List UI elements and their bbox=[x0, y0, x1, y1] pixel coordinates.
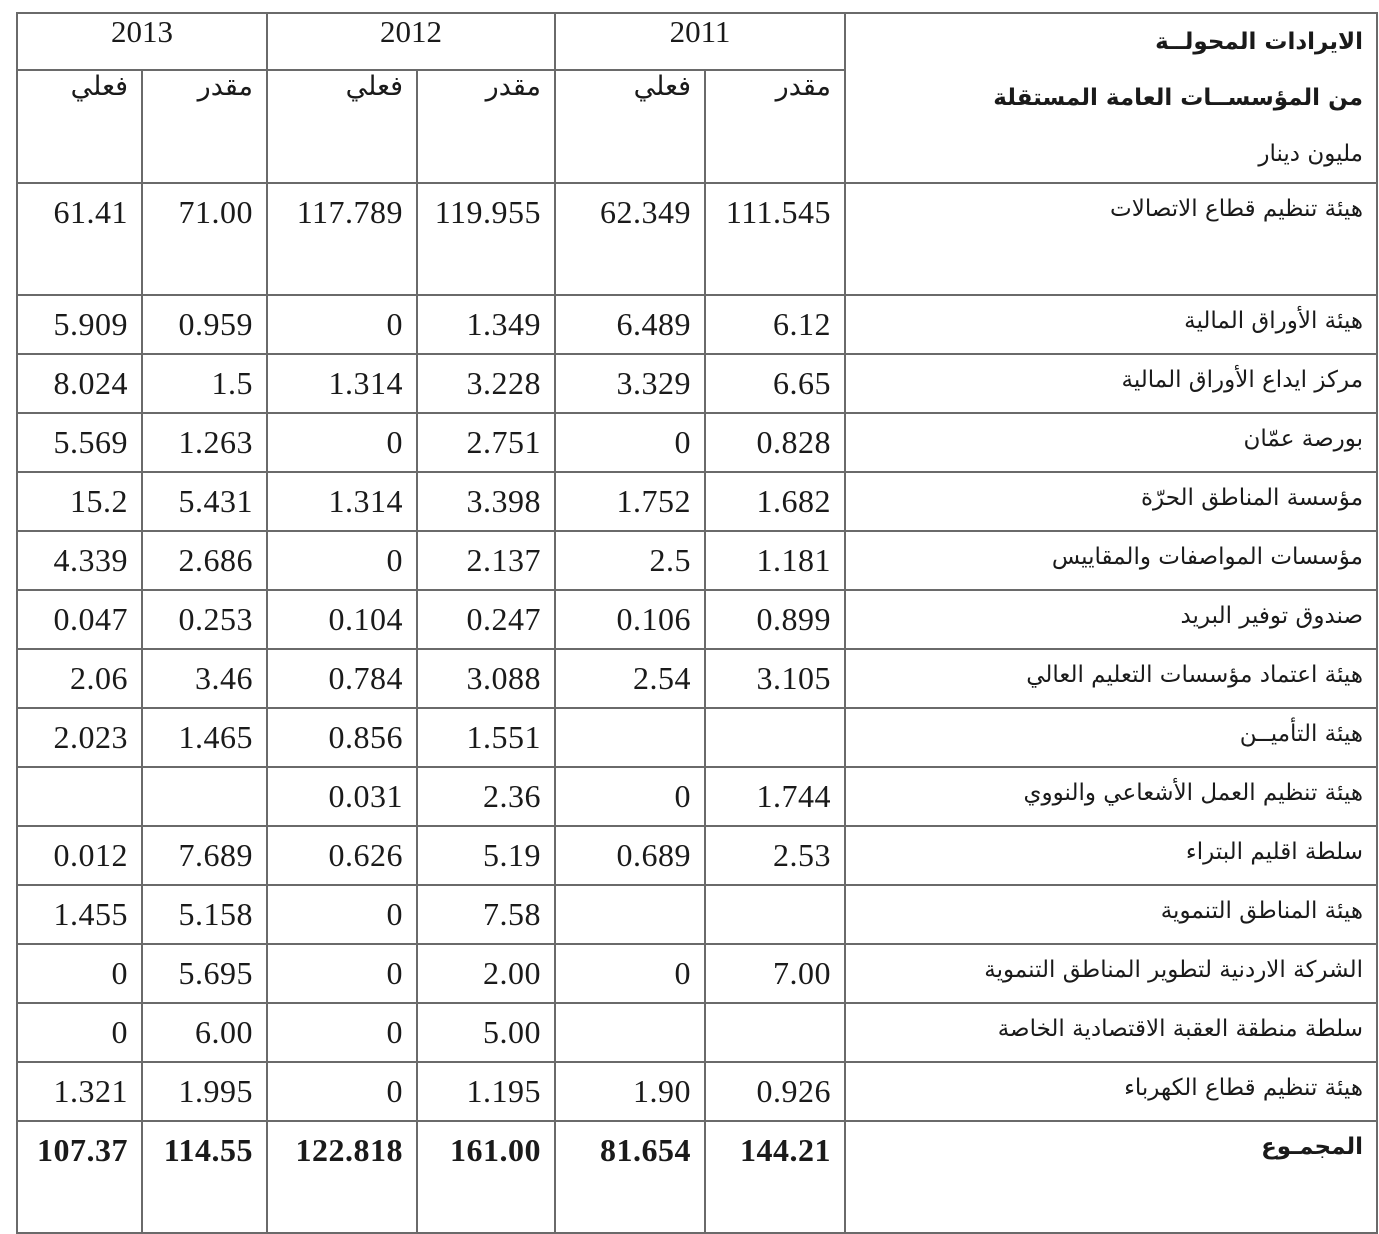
value-cell-2013-actual: 2.023 bbox=[17, 708, 142, 767]
value-cell-2013-estimated: 7.689 bbox=[142, 826, 267, 885]
value-cell-2011-estimated bbox=[705, 1003, 845, 1062]
table-row bbox=[17, 354, 1377, 413]
value-cell-2012-actual: 0.626 bbox=[267, 826, 417, 885]
value-cell-2011-actual: 0 bbox=[555, 767, 705, 826]
header-subtitle: من المؤسســات العامة المستقلة bbox=[993, 85, 1364, 111]
table-row bbox=[17, 531, 1377, 590]
value-cell-2012-estimated: 5.19 bbox=[417, 826, 555, 885]
value-cell-2011-estimated: 1.181 bbox=[705, 531, 845, 590]
value-cell-2013-actual: 4.339 bbox=[17, 531, 142, 590]
value-cell-2012-estimated: 3.088 bbox=[417, 649, 555, 708]
value-cell-2011-actual: 62.349 bbox=[555, 183, 705, 295]
value-cell-2011-actual: 2.54 bbox=[555, 649, 705, 708]
value-cell-2011-actual: 0.689 bbox=[555, 826, 705, 885]
value-cell-2011-actual: 1.90 bbox=[555, 1062, 705, 1121]
institution-name: هيئة تنظيم قطاع الاتصالات bbox=[845, 183, 1377, 295]
year-2011-header: 2011 bbox=[555, 13, 845, 70]
value-cell-2012-actual: 0 bbox=[267, 295, 417, 354]
value-cell-2013-actual: 0 bbox=[17, 1003, 142, 1062]
value-cell-2012-estimated: 1.195 bbox=[417, 1062, 555, 1121]
subheader-2012-actual: فعلي bbox=[267, 70, 417, 183]
value-cell-2011-estimated: 2.53 bbox=[705, 826, 845, 885]
value-cell-2012-actual: 0 bbox=[267, 885, 417, 944]
institution-name: صندوق توفير البريد bbox=[845, 590, 1377, 649]
value-cell-2013-estimated: 1.5 bbox=[142, 354, 267, 413]
total-label: المجمـوع bbox=[845, 1121, 1377, 1233]
value-cell-2011-estimated: 6.12 bbox=[705, 295, 845, 354]
value-cell-2013-estimated: 114.55 bbox=[142, 1121, 267, 1233]
table-row bbox=[17, 885, 1377, 944]
value-cell-2012-estimated: 2.137 bbox=[417, 531, 555, 590]
year-header-row bbox=[17, 13, 1377, 70]
value-cell-2013-actual: 0 bbox=[17, 944, 142, 1003]
value-cell-2012-estimated: 2.00 bbox=[417, 944, 555, 1003]
value-cell-2012-actual: 122.818 bbox=[267, 1121, 417, 1233]
institution-name: هيئة تنظيم العمل الأشعاعي والنووي bbox=[845, 767, 1377, 826]
subheader-2011-estimated: مقدر bbox=[705, 70, 845, 183]
value-cell-2012-estimated: 1.349 bbox=[417, 295, 555, 354]
institution-name: الشركة الاردنية لتطوير المناطق التنموية bbox=[845, 944, 1377, 1003]
table-row bbox=[17, 183, 1377, 295]
value-cell-2013-estimated: 6.00 bbox=[142, 1003, 267, 1062]
total-row bbox=[17, 1121, 1377, 1233]
value-cell-2013-estimated: 1.263 bbox=[142, 413, 267, 472]
value-cell-2013-actual: 0.047 bbox=[17, 590, 142, 649]
institution-name: هيئة التأميــن bbox=[845, 708, 1377, 767]
value-cell-2013-actual: 5.569 bbox=[17, 413, 142, 472]
table-row bbox=[17, 1003, 1377, 1062]
institution-name: سلطة اقليم البتراء bbox=[845, 826, 1377, 885]
value-cell-2012-actual: 1.314 bbox=[267, 472, 417, 531]
subheader-2013-estimated: مقدر bbox=[142, 70, 267, 183]
subheader-2012-estimated: مقدر bbox=[417, 70, 555, 183]
value-cell-2011-actual: 3.329 bbox=[555, 354, 705, 413]
value-cell-2013-actual: 1.321 bbox=[17, 1062, 142, 1121]
value-cell-2012-actual: 0 bbox=[267, 944, 417, 1003]
table-row bbox=[17, 590, 1377, 649]
value-cell-2012-estimated: 3.228 bbox=[417, 354, 555, 413]
subheader-2011-actual: فعلي bbox=[555, 70, 705, 183]
value-cell-2013-estimated: 0.253 bbox=[142, 590, 267, 649]
value-cell-2012-actual: 0 bbox=[267, 1003, 417, 1062]
value-cell-2012-actual: 0.784 bbox=[267, 649, 417, 708]
value-cell-2013-estimated: 0.959 bbox=[142, 295, 267, 354]
table-row bbox=[17, 1062, 1377, 1121]
value-cell-2011-actual bbox=[555, 708, 705, 767]
header-label-cell bbox=[845, 13, 1377, 183]
value-cell-2011-actual: 0 bbox=[555, 413, 705, 472]
value-cell-2011-estimated: 1.682 bbox=[705, 472, 845, 531]
value-cell-2013-estimated: 5.158 bbox=[142, 885, 267, 944]
value-cell-2013-actual: 107.37 bbox=[17, 1121, 142, 1233]
value-cell-2012-actual: 0 bbox=[267, 1062, 417, 1121]
value-cell-2013-estimated: 2.686 bbox=[142, 531, 267, 590]
table-row bbox=[17, 472, 1377, 531]
value-cell-2011-actual: 81.654 bbox=[555, 1121, 705, 1233]
table-row bbox=[17, 826, 1377, 885]
institution-name: مؤسسة المناطق الحرّة bbox=[845, 472, 1377, 531]
value-cell-2012-estimated: 119.955 bbox=[417, 183, 555, 295]
value-cell-2011-actual: 0.106 bbox=[555, 590, 705, 649]
year-2013-header: 2013 bbox=[17, 13, 267, 70]
table-row bbox=[17, 708, 1377, 767]
value-cell-2011-estimated: 6.65 bbox=[705, 354, 845, 413]
header-unit: مليون دينار bbox=[1258, 141, 1364, 167]
value-cell-2013-estimated: 71.00 bbox=[142, 183, 267, 295]
subheader-2013-actual: فعلي bbox=[17, 70, 142, 183]
value-cell-2012-actual: 117.789 bbox=[267, 183, 417, 295]
value-cell-2013-actual: 15.2 bbox=[17, 472, 142, 531]
value-cell-2012-estimated: 3.398 bbox=[417, 472, 555, 531]
value-cell-2013-estimated: 5.695 bbox=[142, 944, 267, 1003]
value-cell-2011-estimated: 0.899 bbox=[705, 590, 845, 649]
table-body bbox=[17, 13, 1377, 1233]
revenue-table bbox=[16, 12, 1378, 1234]
institution-name: هيئة المناطق التنموية bbox=[845, 885, 1377, 944]
value-cell-2012-estimated: 0.247 bbox=[417, 590, 555, 649]
value-cell-2011-estimated: 0.926 bbox=[705, 1062, 845, 1121]
value-cell-2012-actual: 0 bbox=[267, 531, 417, 590]
value-cell-2013-actual: 2.06 bbox=[17, 649, 142, 708]
value-cell-2011-estimated: 1.744 bbox=[705, 767, 845, 826]
value-cell-2011-estimated: 0.828 bbox=[705, 413, 845, 472]
table-row bbox=[17, 413, 1377, 472]
value-cell-2011-actual: 0 bbox=[555, 944, 705, 1003]
year-2012-header: 2012 bbox=[267, 13, 555, 70]
institution-name: هيئة الأوراق المالية bbox=[845, 295, 1377, 354]
value-cell-2013-actual: 5.909 bbox=[17, 295, 142, 354]
value-cell-2012-actual: 0.031 bbox=[267, 767, 417, 826]
value-cell-2011-estimated: 7.00 bbox=[705, 944, 845, 1003]
institution-name: بورصة عمّان bbox=[845, 413, 1377, 472]
value-cell-2011-actual: 2.5 bbox=[555, 531, 705, 590]
value-cell-2013-estimated bbox=[142, 767, 267, 826]
value-cell-2013-actual bbox=[17, 767, 142, 826]
value-cell-2012-actual: 1.314 bbox=[267, 354, 417, 413]
value-cell-2012-actual: 0 bbox=[267, 413, 417, 472]
value-cell-2011-actual bbox=[555, 1003, 705, 1062]
value-cell-2011-estimated: 3.105 bbox=[705, 649, 845, 708]
value-cell-2013-estimated: 1.465 bbox=[142, 708, 267, 767]
value-cell-2013-actual: 0.012 bbox=[17, 826, 142, 885]
value-cell-2011-actual bbox=[555, 885, 705, 944]
value-cell-2012-estimated: 2.751 bbox=[417, 413, 555, 472]
value-cell-2013-actual: 61.41 bbox=[17, 183, 142, 295]
value-cell-2012-estimated: 5.00 bbox=[417, 1003, 555, 1062]
value-cell-2011-estimated: 144.21 bbox=[705, 1121, 845, 1233]
institution-name: مركز ايداع الأوراق المالية bbox=[845, 354, 1377, 413]
value-cell-2013-actual: 8.024 bbox=[17, 354, 142, 413]
value-cell-2013-estimated: 3.46 bbox=[142, 649, 267, 708]
value-cell-2013-estimated: 1.995 bbox=[142, 1062, 267, 1121]
institution-name: هيئة تنظيم قطاع الكهرباء bbox=[845, 1062, 1377, 1121]
value-cell-2012-estimated: 7.58 bbox=[417, 885, 555, 944]
institution-name: مؤسسات المواصفات والمقاييس bbox=[845, 531, 1377, 590]
value-cell-2012-estimated: 161.00 bbox=[417, 1121, 555, 1233]
value-cell-2011-estimated bbox=[705, 708, 845, 767]
value-cell-2011-estimated bbox=[705, 885, 845, 944]
value-cell-2012-estimated: 2.36 bbox=[417, 767, 555, 826]
table-row bbox=[17, 295, 1377, 354]
value-cell-2013-estimated: 5.431 bbox=[142, 472, 267, 531]
institution-name: سلطة منطقة العقبة الاقتصادية الخاصة bbox=[845, 1003, 1377, 1062]
table-row bbox=[17, 767, 1377, 826]
value-cell-2011-estimated: 111.545 bbox=[705, 183, 845, 295]
value-cell-2011-actual: 6.489 bbox=[555, 295, 705, 354]
value-cell-2012-actual: 0.856 bbox=[267, 708, 417, 767]
header-title: الايرادات المحولــة bbox=[1155, 29, 1364, 55]
value-cell-2011-actual: 1.752 bbox=[555, 472, 705, 531]
value-cell-2012-actual: 0.104 bbox=[267, 590, 417, 649]
value-cell-2013-actual: 1.455 bbox=[17, 885, 142, 944]
institution-name: هيئة اعتماد مؤسسات التعليم العالي bbox=[845, 649, 1377, 708]
table-row bbox=[17, 649, 1377, 708]
table-row bbox=[17, 944, 1377, 1003]
value-cell-2012-estimated: 1.551 bbox=[417, 708, 555, 767]
